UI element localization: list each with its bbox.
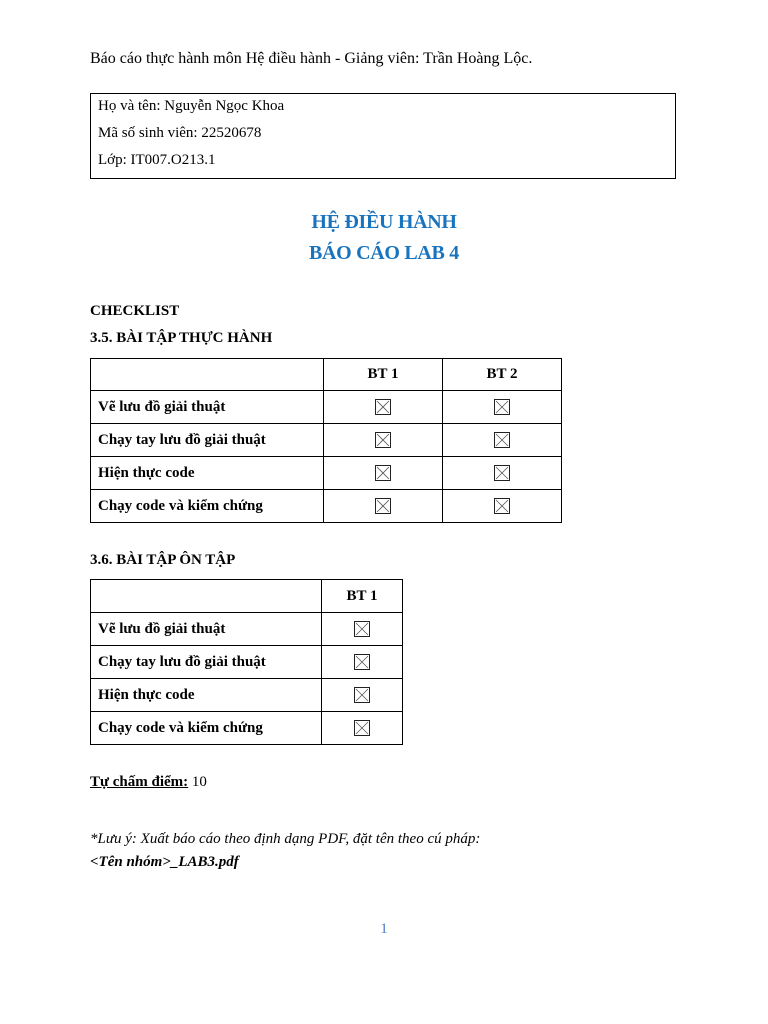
note-line-2: <Tên nhóm>_LAB3.pdf xyxy=(90,854,239,870)
column-header: BT 1 xyxy=(322,580,403,613)
table-row xyxy=(91,391,562,424)
checked-box-icon[interactable] xyxy=(354,654,370,670)
checked-box-icon[interactable] xyxy=(494,465,510,481)
table-row xyxy=(91,646,403,679)
checked-box-icon[interactable] xyxy=(375,432,391,448)
checkbox-cell xyxy=(324,457,443,490)
table-header-row xyxy=(91,580,403,613)
checked-box-icon[interactable] xyxy=(494,399,510,415)
checkbox-cell xyxy=(324,391,443,424)
checkbox-cell xyxy=(322,613,403,646)
checked-box-icon[interactable] xyxy=(375,498,391,514)
table-row xyxy=(91,424,562,457)
page-number: 1 xyxy=(380,921,388,937)
checklist-heading: CHECKLIST xyxy=(90,303,180,319)
checked-box-icon[interactable] xyxy=(354,720,370,736)
practice-checklist-table xyxy=(90,358,562,523)
note-line-1: *Lưu ý: Xuất báo cáo theo định dạng PDF, đặt tên theo cú pháp: xyxy=(90,831,481,847)
column-header: BT 1 xyxy=(324,359,443,391)
checkbox-cell xyxy=(322,679,403,712)
checked-box-icon[interactable] xyxy=(354,621,370,637)
review-checklist-table xyxy=(90,579,403,745)
header-blank-cell xyxy=(91,359,324,391)
task-label: Chạy code và kiểm chứng xyxy=(91,490,324,523)
student-class: Lớp: IT007.O213.1 xyxy=(98,152,216,168)
checkbox-cell xyxy=(324,424,443,457)
column-header: BT 2 xyxy=(443,359,562,391)
self-score-label: Tự chấm điểm: xyxy=(90,774,189,790)
table-row xyxy=(91,679,403,712)
student-name: Họ và tên: Nguyễn Ngọc Khoa xyxy=(98,98,285,114)
checked-box-icon[interactable] xyxy=(494,498,510,514)
title-line-1: HỆ ĐIỀU HÀNH xyxy=(311,211,457,233)
checked-box-icon[interactable] xyxy=(375,465,391,481)
task-label: Hiện thực code xyxy=(91,679,322,712)
checkbox-cell xyxy=(322,646,403,679)
self-score xyxy=(90,774,207,791)
table-row xyxy=(91,457,562,490)
task-label: Chạy tay lưu đồ giải thuật xyxy=(91,646,322,679)
student-id: Mã số sinh viên: 22520678 xyxy=(98,125,262,141)
task-label: Hiện thực code xyxy=(91,457,324,490)
task-label: Chạy tay lưu đồ giải thuật xyxy=(91,424,324,457)
table-row xyxy=(91,712,403,745)
section-heading-practice: 3.5. BÀI TẬP THỰC HÀNH xyxy=(90,330,273,346)
report-header: Báo cáo thực hành môn Hệ điều hành - Giảng viên: Trần Hoàng Lộc. xyxy=(90,50,533,67)
task-label: Chạy code và kiểm chứng xyxy=(91,712,322,745)
submission-note xyxy=(90,828,480,874)
task-label: Vẽ lưu đồ giải thuật xyxy=(91,391,324,424)
header-blank-cell xyxy=(91,580,322,613)
student-info-box xyxy=(90,93,676,179)
checked-box-icon[interactable] xyxy=(375,399,391,415)
table-row xyxy=(91,490,562,523)
self-score-value: 10 xyxy=(191,774,207,790)
title-line-2: BÁO CÁO LAB 4 xyxy=(308,242,459,264)
checkbox-cell xyxy=(322,712,403,745)
checkbox-cell xyxy=(324,490,443,523)
section-heading-review: 3.6. BÀI TẬP ÔN TẬP xyxy=(90,552,236,568)
checked-box-icon[interactable] xyxy=(494,432,510,448)
table-row xyxy=(91,613,403,646)
checked-box-icon[interactable] xyxy=(354,687,370,703)
checkbox-cell xyxy=(443,391,562,424)
table-header-row xyxy=(91,359,562,391)
task-label: Vẽ lưu đồ giải thuật xyxy=(91,613,322,646)
checkbox-cell xyxy=(443,490,562,523)
checkbox-cell xyxy=(443,424,562,457)
checkbox-cell xyxy=(443,457,562,490)
